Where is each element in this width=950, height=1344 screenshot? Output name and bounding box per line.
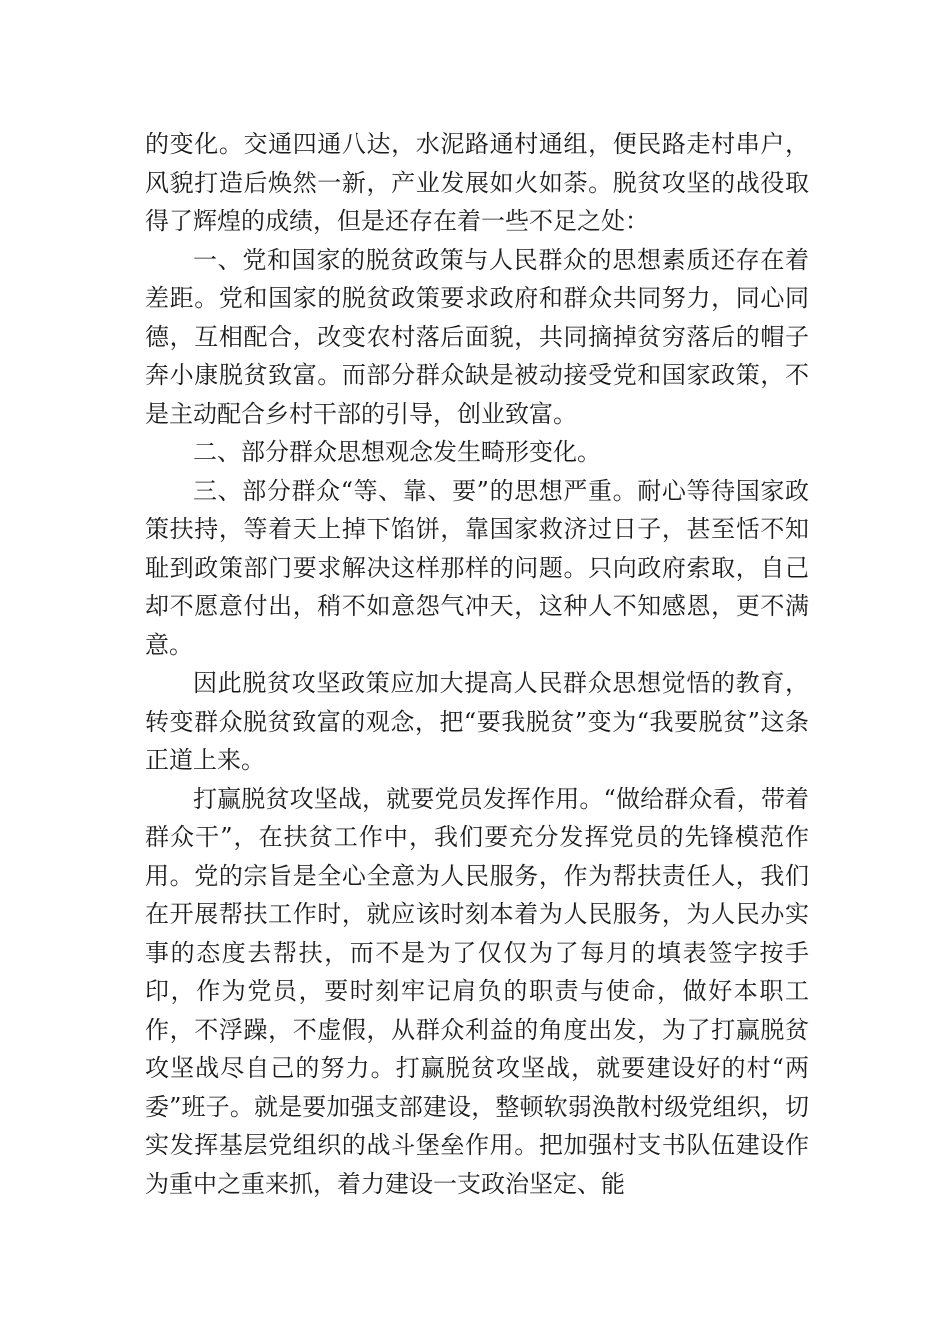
paragraph-1: 的变化。交通四通八达，水泥路通村通组，便民路走村串户，风貌打造后焕然一新，产业发展如火如荼。脱贫攻坚的战役取得了辉煌的成绩，但是还存在着一些不足之处： [145,130,809,235]
paragraph-3: 二、部分群众思想观念发生畸形变化。 [193,438,601,466]
paragraph-5: 因此脱贫攻坚政策应加大提高人民群众思想觉悟的教育，转变群众脱贫致富的观念，把“要我脱贫”变为“我要脱贫”这条正道上来。 [145,669,809,774]
paragraph-6: 打赢脱贫攻坚战，就要党员发挥作用。“做给群众看，带着群众干”，在扶贫工作中，我们要充分发挥党员的先锋模范作用。党的宗旨是全心全意为人民服务，作为帮扶责任人，我们在开展帮扶工作时，就应该时刻本着为人民服务，为人民办实事的态度去帮扶，而不是为了仅仅为了每月的填表签字按手印，作为党员，要时刻牢记肩负的职责与使命，做好本职工作，不浮躁，不虚假，从群众利益的角度出发，为了打赢脱贫攻坚战尽自己的努力。打赢脱贫攻坚战，就要建设好的村“两委”班子。就是要加强支部建设，整顿软弱涣散村级党组织，切实发挥基层党组织的战斗堡垒作用。把加强村支书队伍建设作为重中之重来抓，着力建设一支政治坚定、能 [145,784,809,1198]
paragraph-2: 一、党和国家的脱贫政策与人民群众的思想素质还存在着差距。党和国家的脱贫政策要求政府和群众共同努力，同心同德，互相配合，改变农村落后面貌，共同摘掉贫穷落后的帽子奔小康脱贫致富。而部分群众缺是被动接受党和国家政策，不是主动配合乡村干部的引导，创业致富。 [145,245,809,428]
document-body [145,125,809,1203]
paragraph-4: 三、部分群众“等、靠、要”的思想严重。耐心等待国家政策扶持，等着天上掉下馅饼，靠国家救济过日子，甚至恬不知耻到政策部门要求解决这样那样的问题。只向政府索取，自己却不愿意付出，稍不如意怨气冲天，这种人不知感恩，更不满意。 [145,476,809,659]
